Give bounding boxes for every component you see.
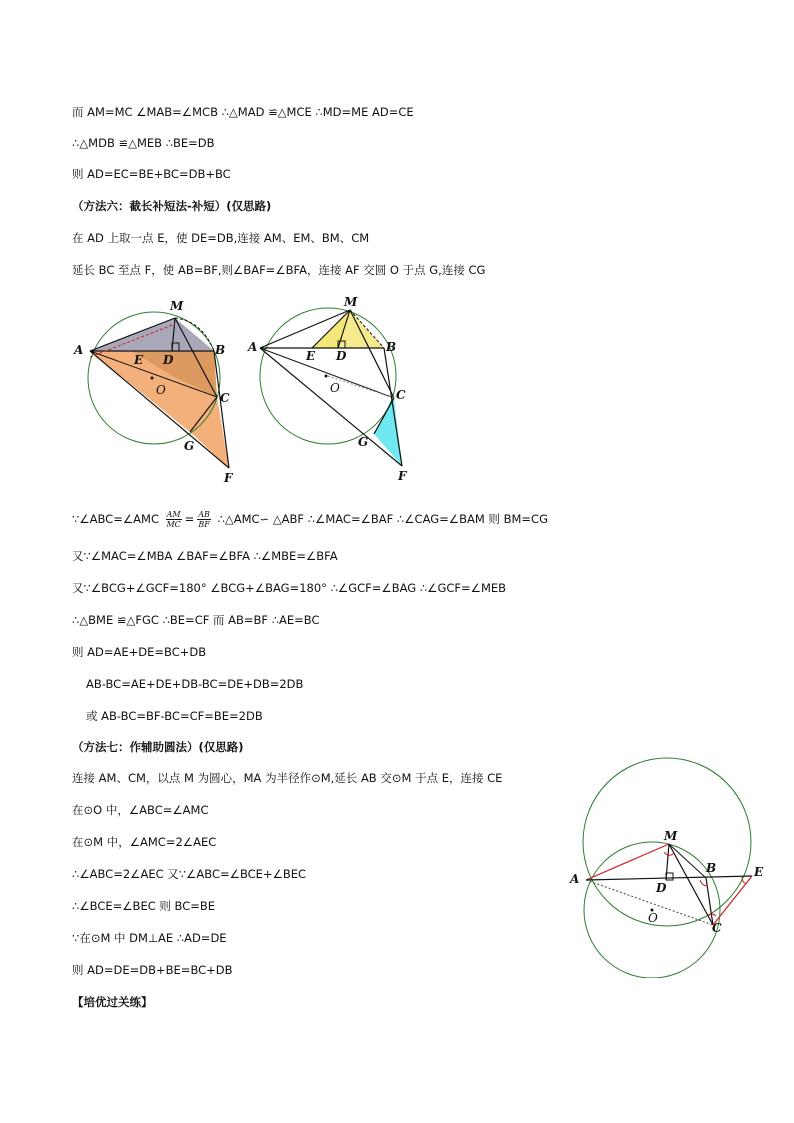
label-B: B xyxy=(386,340,397,354)
text-line-7b: ∴△AMC∽ △ABF ∴∠MAC=∠BAF ∴∠CAG=∠BAM 则 BM=CG xyxy=(217,512,548,526)
text-line-15: 连接 AM、CM，以点 M 为圆心，MA 为半径作⊙M,延长 AB 交⊙M 于点 E，连接 CE xyxy=(72,771,503,785)
fraction-ab-bf-den: BF xyxy=(198,520,210,529)
label-D: D xyxy=(336,349,347,363)
fraction-am-mc-den: MC xyxy=(166,520,181,529)
label-A: A xyxy=(570,872,580,886)
text-line-18: ∴∠ABC=2∠AEC 又∵∠ABC=∠BCE+∠BEC xyxy=(72,867,307,881)
text-line-2: ∴△MDB ≌△MEB ∴BE=DB xyxy=(72,136,215,150)
text-line-21: 则 AD=DE=DB+BE=BC+DB xyxy=(72,963,233,977)
fraction-am-mc-num: AM xyxy=(166,510,181,519)
label-F: F xyxy=(224,471,233,485)
text-line-9: 又∵∠BCG+∠GCF=180° ∠BCG+∠BAG=180° ∴∠GCF=∠BAG ∴∠GCF=∠MEB xyxy=(72,581,507,595)
figure-method-six-left xyxy=(72,296,252,488)
label-E: E xyxy=(754,865,764,879)
label-C: C xyxy=(712,921,722,935)
text-line-19: ∴∠BCE=∠BEC 则 BC=BE xyxy=(72,899,216,913)
label-M: M xyxy=(664,829,678,843)
fraction-ab-bf xyxy=(197,510,211,529)
label-D: D xyxy=(163,353,174,367)
text-line-5: 在 AD 上取一点 E，使 DE=DB,连接 AM、EM、BM、CM xyxy=(72,231,370,245)
text-line-8: 又∵∠MAC=∠MBA ∠BAF=∠BFA ∴∠MBE=∠BFA xyxy=(72,549,338,563)
text-line-16: 在⊙O 中，∠ABC=∠AMC xyxy=(72,803,209,817)
label-C: C xyxy=(396,388,406,402)
label-M: M xyxy=(170,299,184,313)
label-B: B xyxy=(215,343,226,357)
label-C: C xyxy=(220,391,230,405)
label-A: A xyxy=(248,340,258,354)
label-D: D xyxy=(656,881,667,895)
method-six-heading: （方法六：截长补短法-补短）(仅思路) xyxy=(72,199,272,213)
label-F: F xyxy=(398,469,407,483)
label-E: E xyxy=(306,349,316,363)
label-G: G xyxy=(184,439,195,453)
fraction-ab-bf-num: AB xyxy=(198,510,210,519)
text-line-6: 延长 BC 至点 F，使 AB=BF,则∠BAF=∠BFA，连接 AF 交圆 O 于点 G,连接 CG xyxy=(72,263,486,277)
label-G: G xyxy=(358,435,369,449)
method-seven-heading: （方法七：作辅助圆法）(仅思路) xyxy=(72,740,244,754)
text-line-3: 则 AD=EC=BE+BC=DB+BC xyxy=(72,167,231,181)
text-line-1: 而 AM=MC ∠MAB=∠MCB ∴△MAD ≌△MCE ∴MD=ME AD=CE xyxy=(72,105,414,119)
text-line-7: ∵∠ABC=∠AMC $\frac{AM}{MC}$ = $\frac{AB}{BF}$ ∴△AMC∽ △ABF ∴∠MAC=∠BAF ∴∠CAG=∠BAM 则 BM=CG xyxy=(72,510,548,529)
text-line-20: ∵在⊙M 中 DM⊥AE ∴AD=DE xyxy=(72,931,227,945)
label-O: O xyxy=(156,383,166,397)
text-line-17: 在⊙M 中，∠AMC=2∠AEC xyxy=(72,835,217,849)
text-line-10: ∴△BME ≌△FGC ∴BE=CF 而 AB=BF ∴AE=BC xyxy=(72,613,320,627)
figure-method-seven xyxy=(566,756,776,978)
text-line-7a: ∵∠ABC=∠AMC xyxy=(72,512,159,526)
fraction-am-mc xyxy=(166,510,182,529)
text-line-13: 或 AB-BC=BF-BC=CF=BE=2DB xyxy=(86,709,263,723)
label-O: O xyxy=(648,911,658,925)
label-M: M xyxy=(344,295,358,309)
label-O: O xyxy=(330,381,340,395)
text-line-11: 则 AD=AE+DE=BC+DB xyxy=(72,645,207,659)
text-line-12: AB-BC=AE+DE+DB-BC=DE+DB=2DB xyxy=(86,677,304,691)
practice-heading: 【培优过关练】 xyxy=(72,995,153,1009)
label-A: A xyxy=(74,343,84,357)
label-E: E xyxy=(134,353,144,367)
label-B: B xyxy=(706,861,717,875)
figure-method-six-right xyxy=(246,294,426,486)
